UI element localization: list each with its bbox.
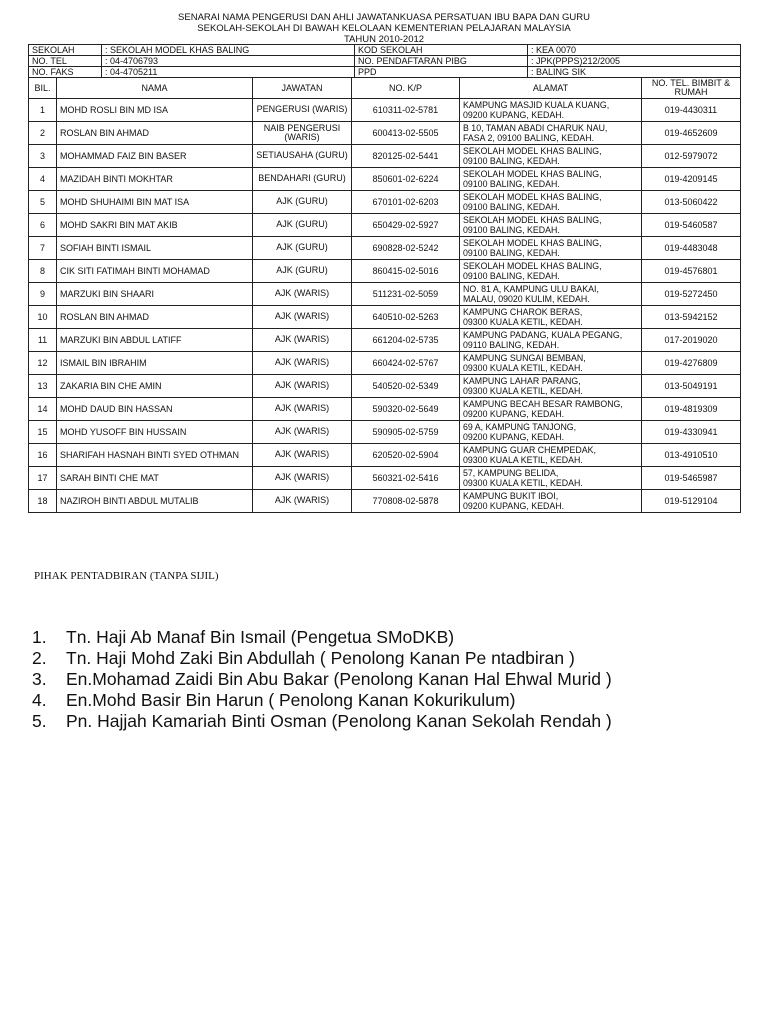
list-item — [32, 669, 612, 690]
info-cell-k1: NO. TEL — [29, 56, 102, 67]
header-jawatan: JAWATAN — [253, 78, 352, 99]
cell-nama: NAZIROH BINTI ABDUL MUTALIB — [57, 490, 253, 513]
header-no-tel: NO. TEL. BIMBIT & RUMAH — [642, 78, 741, 99]
cell-jawatan: BENDAHARI (GURU) — [253, 168, 352, 191]
cell-nama: MOHAMMAD FAIZ BIN BASER — [57, 145, 253, 168]
cell-no-kp: 511231-02-5059 — [352, 283, 460, 306]
cell-alamat — [460, 306, 642, 329]
alamat-line: MALAU, 09020 KULIM, KEDAH. — [463, 294, 590, 304]
cell-nama: SHARIFAH HASNAH BINTI SYED OTHMAN — [57, 444, 253, 467]
cell-alamat — [460, 352, 642, 375]
cell-jawatan: NAIB PENGERUSI (WARIS) — [253, 122, 352, 145]
cell-alamat — [460, 214, 642, 237]
alamat-line: NO. 81 A, KAMPUNG ULU BAKAI, — [463, 284, 599, 294]
cell-jawatan: AJK (WARIS) — [253, 375, 352, 398]
alamat-line: 09300 KUALA KETIL, KEDAH. — [463, 478, 583, 488]
table-row — [29, 122, 741, 145]
cell-jawatan: AJK (WARIS) — [253, 398, 352, 421]
cell-jawatan: AJK (WARIS) — [253, 283, 352, 306]
list-item-text: En.Mohd Basir Bin Harun ( Penolong Kanan Kokurikulum) — [66, 690, 516, 710]
header-alamat: ALAMAT — [460, 78, 642, 99]
info-cell-v2: : KEA 0070 — [528, 45, 741, 56]
cell-no-tel: 013-5060422 — [642, 191, 741, 214]
list-item-number: 4. — [32, 690, 47, 710]
cell-bil: 15 — [29, 421, 57, 444]
cell-nama: MOHD SAKRI BIN MAT AKIB — [57, 214, 253, 237]
cell-bil: 6 — [29, 214, 57, 237]
alamat-line: 09300 KUALA KETIL, KEDAH. — [463, 317, 583, 327]
alamat-line: 09100 BALING, KEDAH. — [463, 225, 560, 235]
alamat-line: 69 A, KAMPUNG TANJONG, — [463, 422, 577, 432]
list-item-number: 2. — [32, 648, 47, 668]
alamat-line: 09100 BALING, KEDAH. — [463, 156, 560, 166]
cell-bil: 10 — [29, 306, 57, 329]
info-row — [29, 45, 741, 56]
info-cell-v2: : JPK(PPPS)212/2005 — [528, 56, 741, 67]
alamat-line: KAMPUNG SUNGAI BEMBAN, — [463, 353, 586, 363]
cell-no-kp: 690828-02-5242 — [352, 237, 460, 260]
cell-no-kp: 850601-02-6224 — [352, 168, 460, 191]
header-no-kp: NO. K/P — [352, 78, 460, 99]
table-row — [29, 145, 741, 168]
info-cell-k2: NO. PENDAFTARAN PIBG — [355, 56, 528, 67]
alamat-line: 09300 KUALA KETIL, KEDAH. — [463, 386, 583, 396]
info-cell-v1: : SEKOLAH MODEL KHAS BALING — [102, 45, 355, 56]
cell-jawatan: AJK (WARIS) — [253, 421, 352, 444]
table-row — [29, 306, 741, 329]
list-item-number: 5. — [32, 711, 47, 731]
list-item-number: 1. — [32, 627, 47, 647]
cell-nama: ISMAIL BIN IBRAHIM — [57, 352, 253, 375]
cell-nama: MARZUKI BIN ABDUL LATIFF — [57, 329, 253, 352]
table-row — [29, 398, 741, 421]
cell-nama: MOHD DAUD BIN HASSAN — [57, 398, 253, 421]
cell-bil: 5 — [29, 191, 57, 214]
list-item — [32, 690, 612, 711]
alamat-line: 09100 BALING, KEDAH. — [463, 179, 560, 189]
cell-nama: ROSLAN BIN AHMAD — [57, 306, 253, 329]
cell-jawatan: AJK (WARIS) — [253, 490, 352, 513]
cell-bil: 9 — [29, 283, 57, 306]
info-cell-k1: NO. FAKS — [29, 67, 102, 78]
committee-members-table — [28, 77, 741, 513]
cell-alamat — [460, 375, 642, 398]
alamat-line: 09110 BALING, KEDAH. — [463, 340, 560, 350]
cell-nama: MOHD SHUHAIMI BIN MAT ISA — [57, 191, 253, 214]
alamat-line: 09300 KUALA KETIL, KEDAH. — [463, 363, 583, 373]
cell-no-tel: 012-5979072 — [642, 145, 741, 168]
school-info-table — [28, 44, 741, 78]
alamat-line: KAMPUNG GUAR CHEMPEDAK, — [463, 445, 596, 455]
cell-bil: 1 — [29, 99, 57, 122]
document-header — [0, 12, 768, 45]
alamat-line: SEKOLAH MODEL KHAS BALING, — [463, 261, 602, 271]
cell-no-kp: 540520-02-5349 — [352, 375, 460, 398]
cell-alamat — [460, 191, 642, 214]
cell-nama: MAZIDAH BINTI MOKHTAR — [57, 168, 253, 191]
table-row — [29, 214, 741, 237]
header-title-line-1: SENARAI NAMA PENGERUSI DAN AHLI JAWATANKUASA PERSATUAN IBU BAPA DAN GURU — [178, 12, 590, 23]
table-header-row — [29, 78, 741, 99]
cell-jawatan: AJK (WARIS) — [253, 306, 352, 329]
header-title-line-3: TAHUN 2010-2012 — [343, 34, 425, 45]
list-item — [32, 648, 612, 669]
info-row — [29, 56, 741, 67]
cell-no-tel: 019-4330941 — [642, 421, 741, 444]
cell-bil: 2 — [29, 122, 57, 145]
cell-bil: 14 — [29, 398, 57, 421]
list-item-text: En.Mohamad Zaidi Bin Abu Bakar (Penolong Kanan Hal Ehwal Murid ) — [66, 669, 612, 689]
info-row — [29, 67, 741, 78]
list-item-number: 3. — [32, 669, 47, 689]
cell-alamat — [460, 398, 642, 421]
cell-nama: MOHD YUSOFF BIN HUSSAIN — [57, 421, 253, 444]
alamat-line: 09200 KUPANG, KEDAH. — [463, 501, 565, 511]
cell-alamat — [460, 490, 642, 513]
cell-no-kp: 650429-02-5927 — [352, 214, 460, 237]
cell-bil: 8 — [29, 260, 57, 283]
table-row — [29, 490, 741, 513]
cell-bil: 13 — [29, 375, 57, 398]
cell-no-kp: 670101-02-6203 — [352, 191, 460, 214]
cell-alamat — [460, 99, 642, 122]
alamat-line: 09300 KUALA KETIL, KEDAH. — [463, 455, 583, 465]
header-title-line-2: SEKOLAH-SEKOLAH DI BAWAH KELOLAAN KEMENTERIAN PELAJARAN MALAYSIA — [197, 23, 571, 34]
cell-alamat — [460, 283, 642, 306]
cell-jawatan: PENGERUSI (WARIS) — [253, 99, 352, 122]
cell-jawatan: SETIAUSAHA (GURU) — [253, 145, 352, 168]
alamat-line: 09200 KUPANG, KEDAH. — [463, 409, 565, 419]
cell-nama: SOFIAH BINTI ISMAIL — [57, 237, 253, 260]
list-item — [32, 627, 612, 648]
alamat-line: SEKOLAH MODEL KHAS BALING, — [463, 146, 602, 156]
alamat-line: KAMPUNG CHAROK BERAS, — [463, 307, 583, 317]
cell-bil: 3 — [29, 145, 57, 168]
cell-jawatan: AJK (WARIS) — [253, 444, 352, 467]
cell-no-tel: 019-5465987 — [642, 467, 741, 490]
administration-title: PIHAK PENTADBIRAN (TANPA SIJIL) — [34, 570, 219, 582]
cell-jawatan: AJK (WARIS) — [253, 329, 352, 352]
cell-no-tel: 019-5129104 — [642, 490, 741, 513]
table-row — [29, 260, 741, 283]
cell-bil: 18 — [29, 490, 57, 513]
cell-jawatan: AJK (GURU) — [253, 237, 352, 260]
table-row — [29, 375, 741, 398]
info-cell-k1: SEKOLAH — [29, 45, 102, 56]
alamat-line: SEKOLAH MODEL KHAS BALING, — [463, 215, 602, 225]
cell-no-tel: 019-4430311 — [642, 99, 741, 122]
table-row — [29, 421, 741, 444]
info-cell-v2: : BALING SIK — [528, 67, 741, 78]
cell-alamat — [460, 444, 642, 467]
alamat-line: KAMPUNG BECAH BESAR RAMBONG, — [463, 399, 623, 409]
info-cell-v1: : 04-4706793 — [102, 56, 355, 67]
table-row — [29, 352, 741, 375]
cell-no-kp: 661204-02-5735 — [352, 329, 460, 352]
table-row — [29, 444, 741, 467]
cell-no-tel: 013-4910510 — [642, 444, 741, 467]
cell-no-kp: 620520-02-5904 — [352, 444, 460, 467]
administration-list — [32, 627, 612, 732]
info-cell-k2: PPD — [355, 67, 528, 78]
cell-alamat — [460, 329, 642, 352]
list-item-text: Tn. Haji Ab Manaf Bin Ismail (Pengetua SMoDKB) — [66, 627, 455, 647]
alamat-line: 09100 BALING, KEDAH. — [463, 271, 560, 281]
cell-no-tel: 019-4652609 — [642, 122, 741, 145]
cell-jawatan: AJK (WARIS) — [253, 352, 352, 375]
alamat-line: KAMPUNG BUKIT IBOI, — [463, 491, 559, 501]
cell-no-kp: 820125-02-5441 — [352, 145, 460, 168]
cell-no-tel: 019-4819309 — [642, 398, 741, 421]
cell-no-kp: 560321-02-5416 — [352, 467, 460, 490]
alamat-line: 09200 KUPANG, KEDAH. — [463, 432, 565, 442]
table-row — [29, 168, 741, 191]
list-item-text: Tn. Haji Mohd Zaki Bin Abdullah ( Penolong Kanan Pe ntadbiran ) — [66, 648, 575, 668]
alamat-line: B 10, TAMAN ABADI CHARUK NAU, — [463, 123, 608, 133]
alamat-line: 57, KAMPUNG BELIDA, — [463, 468, 559, 478]
cell-no-kp: 600413-02-5505 — [352, 122, 460, 145]
cell-jawatan: AJK (GURU) — [253, 214, 352, 237]
table-row — [29, 467, 741, 490]
alamat-line: 09200 KUPANG, KEDAH. — [463, 110, 565, 120]
cell-alamat — [460, 122, 642, 145]
alamat-line: KAMPUNG MASJID KUALA KUANG, — [463, 100, 610, 110]
cell-bil: 7 — [29, 237, 57, 260]
alamat-line: KAMPUNG LAHAR PARANG, — [463, 376, 581, 386]
cell-nama: MARZUKI BIN SHAARI — [57, 283, 253, 306]
cell-no-tel: 019-4576801 — [642, 260, 741, 283]
cell-no-tel: 019-4483048 — [642, 237, 741, 260]
cell-alamat — [460, 260, 642, 283]
cell-nama: MOHD ROSLI BIN MD ISA — [57, 99, 253, 122]
alamat-line: SEKOLAH MODEL KHAS BALING, — [463, 192, 602, 202]
alamat-line: FASA 2, 09100 BALING, KEDAH. — [463, 133, 595, 143]
cell-no-kp: 770808-02-5878 — [352, 490, 460, 513]
cell-alamat — [460, 168, 642, 191]
table-row — [29, 283, 741, 306]
cell-bil: 4 — [29, 168, 57, 191]
cell-alamat — [460, 145, 642, 168]
cell-alamat — [460, 467, 642, 490]
cell-no-tel: 019-4209145 — [642, 168, 741, 191]
header-nama: NAMA — [57, 78, 253, 99]
cell-no-kp: 640510-02-5263 — [352, 306, 460, 329]
table-row — [29, 99, 741, 122]
cell-alamat — [460, 237, 642, 260]
cell-nama: SARAH BINTI CHE MAT — [57, 467, 253, 490]
cell-no-tel: 019-5460587 — [642, 214, 741, 237]
cell-no-kp: 590320-02-5649 — [352, 398, 460, 421]
cell-no-tel: 019-5272450 — [642, 283, 741, 306]
cell-nama: ROSLAN BIN AHMAD — [57, 122, 253, 145]
alamat-line: 09100 BALING, KEDAH. — [463, 248, 560, 258]
cell-nama: CIK SITI FATIMAH BINTI MOHAMAD — [57, 260, 253, 283]
cell-no-kp: 660424-02-5767 — [352, 352, 460, 375]
list-item — [32, 711, 612, 732]
cell-no-tel: 013-5942152 — [642, 306, 741, 329]
cell-no-tel: 017-2019020 — [642, 329, 741, 352]
list-item-text: Pn. Hajjah Kamariah Binti Osman (Penolong Kanan Sekolah Rendah ) — [66, 711, 612, 731]
alamat-line: SEKOLAH MODEL KHAS BALING, — [463, 238, 602, 248]
table-row — [29, 329, 741, 352]
cell-no-tel: 013-5049191 — [642, 375, 741, 398]
cell-no-kp: 860415-02-5016 — [352, 260, 460, 283]
cell-bil: 16 — [29, 444, 57, 467]
cell-bil: 11 — [29, 329, 57, 352]
cell-bil: 17 — [29, 467, 57, 490]
cell-jawatan: AJK (WARIS) — [253, 467, 352, 490]
cell-jawatan: AJK (GURU) — [253, 191, 352, 214]
cell-nama: ZAKARIA BIN CHE AMIN — [57, 375, 253, 398]
header-bil: BIL. — [29, 78, 57, 99]
cell-no-kp: 610311-02-5781 — [352, 99, 460, 122]
table-row — [29, 237, 741, 260]
alamat-line: 09100 BALING, KEDAH. — [463, 202, 560, 212]
info-cell-k2: KOD SEKOLAH — [355, 45, 528, 56]
cell-alamat — [460, 421, 642, 444]
cell-jawatan: AJK (GURU) — [253, 260, 352, 283]
info-cell-v1: : 04-4705211 — [102, 67, 355, 78]
cell-no-tel: 019-4276809 — [642, 352, 741, 375]
cell-no-kp: 590905-02-5759 — [352, 421, 460, 444]
cell-bil: 12 — [29, 352, 57, 375]
table-row — [29, 191, 741, 214]
alamat-line: KAMPUNG PADANG, KUALA PEGANG, — [463, 330, 623, 340]
alamat-line: SEKOLAH MODEL KHAS BALING, — [463, 169, 602, 179]
